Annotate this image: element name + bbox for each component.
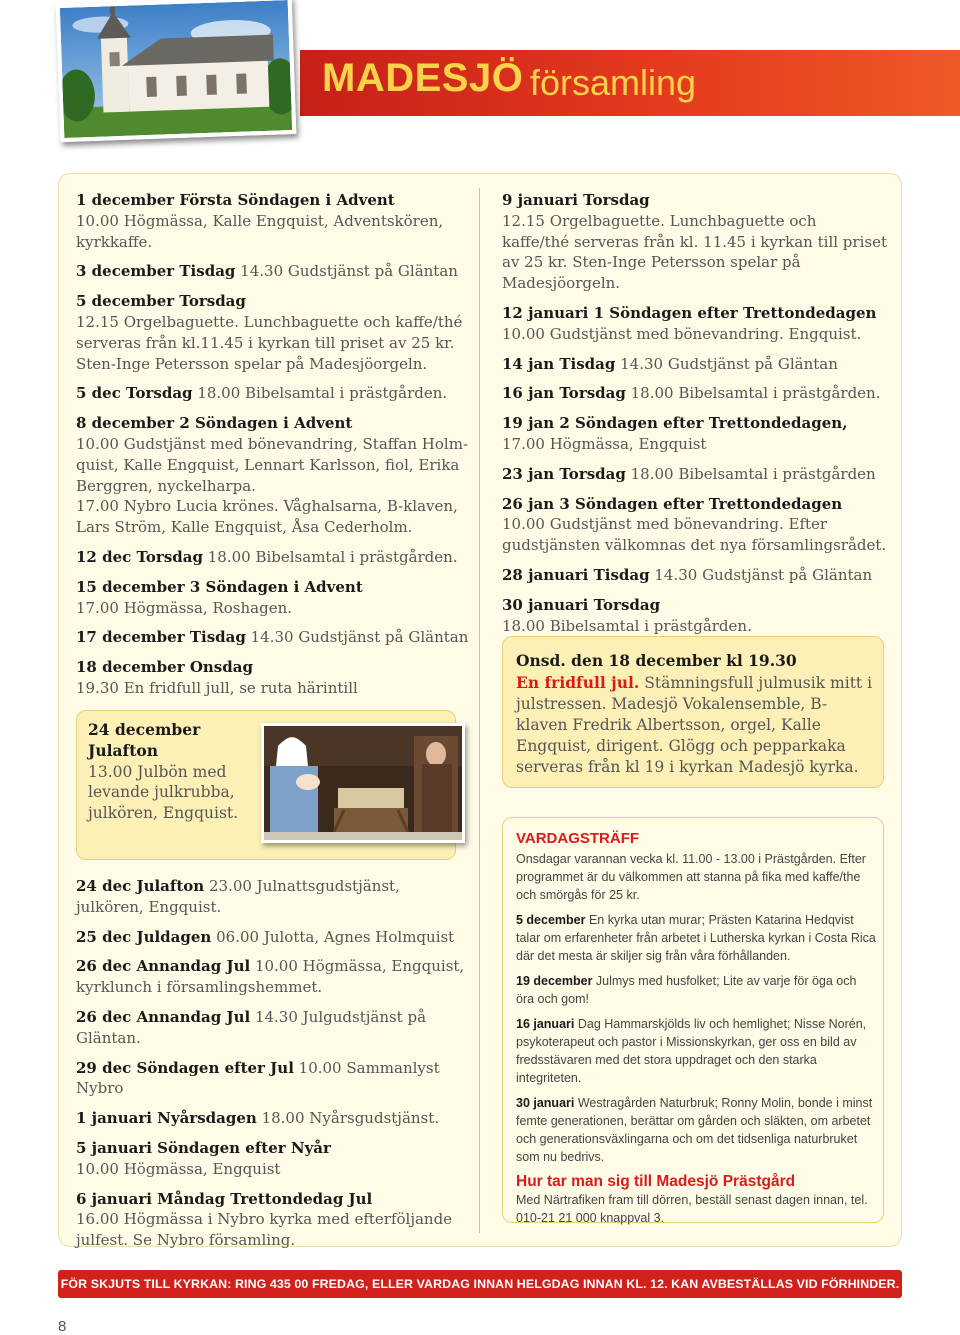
event-item: 26 dec Annandag Jul 10.00 Högmässa, Engquist, kyrklunch i församlingshemmet. bbox=[76, 957, 465, 997]
church-photo bbox=[56, 0, 297, 142]
event-item: 28 januari Tisdag 14.30 Gudstjänst på Gläntan bbox=[502, 565, 873, 584]
event-item: 18 december Onsdag 19.30 En fridfull jull, se ruta härintill bbox=[76, 658, 358, 697]
vardagstraff-item: 30 januari Westragården Naturbruk; Ronny Molin, bonde i minst femte generationen, berättar om gården och släkten, om arbetet och generationsväxlingarna och om det tidsenliga naturbruket som nu bedrivs. bbox=[516, 1096, 873, 1164]
page-title: MADESJÖ bbox=[322, 56, 524, 100]
event-item: 25 dec Juldagen 06.00 Julotta, Agnes Holmquist bbox=[76, 927, 455, 946]
event-item: 9 januari Torsdag 12.15 Orgelbaguette. Lunchbaguette och kaffe/thé serveras från kl. 11.45 i kyrkan till priset av 25 kr. Sten-Inge Petersson spelar på Madesjöorgeln. bbox=[502, 191, 887, 293]
event-item: 16 jan Torsdag 18.00 Bibelsamtal i prästgården. bbox=[502, 384, 881, 403]
event-item: 24 dec Julafton 23.00 Julnattsgudstjänst, julkören, Engquist. bbox=[76, 877, 400, 916]
event-item: 6 januari Måndag Trettondedag Jul 16.00 Högmässa i Nybro kyrka med efterföljande julfest. Se Nybro församling. bbox=[76, 1189, 453, 1250]
event-item: 1 januari Nyårsdagen 18.00 Nyårsgudstjänst. bbox=[76, 1109, 440, 1128]
directions-text: Med Närtrafiken fram till dörren, beställ senast dagen innan, tel. 010-21 21 000 knappval 3. bbox=[516, 1193, 868, 1225]
concert-text bbox=[516, 650, 876, 778]
nativity-illustration bbox=[264, 726, 462, 840]
event-item: 14 jan Tisdag 14.30 Gudstjänst på Gläntan bbox=[502, 354, 838, 373]
church-illustration bbox=[60, 0, 292, 138]
event-item: 12 dec Torsdag 18.00 Bibelsamtal i prästgården. bbox=[76, 547, 458, 566]
julafton-head-1: 24 december bbox=[88, 720, 201, 739]
vardagstraff-intro: Onsdagar varannan vecka kl. 11.00 - 13.00 i Prästgården. Efter programmet är du välkommen att stanna på fika med kaffe/the och smörgås för 25 kr. bbox=[516, 852, 866, 902]
event-item: 29 dec Söndagen efter Jul 10.00 Sammanlyst Nybro bbox=[76, 1058, 440, 1098]
vardagstraff-item: 16 januari Dag Hammarskjölds liv och hemlighet; Nisse Norén, psykoterapeut och pastor i Missionskyrkan, ger oss en bild av fredsstävaren med det stora uppdraget och den starka integriteten. bbox=[516, 1017, 867, 1085]
concert-head: Onsd. den 18 december kl 19.30 bbox=[516, 651, 797, 670]
event-item: 12 januari 1 Söndagen efter Trettondedagen 10.00 Gudstjänst med bönevandring. Engquist. bbox=[502, 303, 877, 343]
event-item: 5 januari Söndagen efter Nyår 10.00 Högmässa, Engquist bbox=[76, 1138, 331, 1178]
event-item: 8 december 2 Söndagen i Advent 10.00 Gudstjänst med bönevandring, Staffan Holmquist, Kalle Engquist, Lennart Karlsson, fiol, Erika Berggren, nyckelharpa. 17.00 Nybro Lucia krönes. Våghalsarna, B-klaven, Lars Ström, Kalle Engquist, Åsa Cederholm. bbox=[76, 414, 469, 537]
vardagstraff-text bbox=[516, 830, 876, 1234]
event-item: 1 december Första Söndagen i Advent 10.00 Högmässa, Kalle Engquist, Adventskören, kyrkkaffe. bbox=[76, 191, 444, 251]
event-item: 26 jan 3 Söndagen efter Trettondedagen 10.00 Gudstjänst med bönevandring. Efter gudstjänsten välkomnas det nya församlingsrådet. bbox=[502, 494, 887, 555]
julafton-desc: 13.00 Julbön med levande julkrubba, julkören, Engquist. bbox=[88, 762, 239, 823]
column-divider bbox=[479, 188, 480, 1233]
julafton-head-2: Julafton bbox=[88, 740, 158, 760]
left-column-lower bbox=[76, 876, 471, 1260]
transport-notice: FÖR SKJUTS TILL KYRKAN: RING 435 00 FREDAG, ELLER VARDAG INNAN HELGDAG INNAN KL. 12. KAN AVBESTÄLLAS VID FÖRHINDER. bbox=[58, 1270, 902, 1298]
event-item: 19 jan 2 Söndagen efter Trettondedagen, 17.00 Högmässa, Engquist bbox=[502, 414, 848, 453]
right-column bbox=[502, 190, 887, 645]
directions-title: Hur tar man sig till Madesjö Prästgård bbox=[516, 1173, 796, 1190]
event-item: 5 dec Torsdag 18.00 Bibelsamtal i prästgården. bbox=[76, 384, 448, 403]
event-item: 5 december Torsdag 12.15 Orgelbaguette. Lunchbaguette och kaffe/thé serveras från kl.11.45 i kyrkan till priset av 25 kr. Sten-Inge Petersson spelar på Madesjöorgeln. bbox=[76, 292, 463, 373]
event-item: 17 december Tisdag 14.30 Gudstjänst på Gläntan bbox=[76, 628, 469, 647]
vardagstraff-title: VARDAGSTRÄFF bbox=[516, 830, 640, 847]
event-item: 26 dec Annandag Jul 14.30 Julgudstjänst på Gläntan. bbox=[76, 1007, 427, 1047]
julafton-text bbox=[88, 720, 258, 824]
nativity-photo bbox=[261, 723, 465, 843]
page-number: 8 bbox=[58, 1318, 67, 1335]
event-item: 23 jan Torsdag 18.00 Bibelsamtal i prästgården bbox=[502, 464, 876, 483]
event-item: 3 december Tisdag 14.30 Gudstjänst på Gläntan bbox=[76, 262, 458, 281]
event-item: 15 december 3 Söndagen i Advent 17.00 Högmässa, Roshagen. bbox=[76, 577, 363, 617]
vardagstraff-item: 19 december Julmys med husfolket; Lite av varje för öga och öra och gom! bbox=[516, 974, 857, 1006]
page-subtitle: församling bbox=[530, 62, 697, 103]
concert-desc: Stämningsfull julmusik mitt i julstressen. Madesjö Vokalensemble, B-klaven Fredrik Albertsson, orgel, Kalle Engquist, dirigent. Glögg och pepparkaka serveras från kl 19 i kyrkan Madesjö kyrka. bbox=[516, 674, 873, 776]
vardagstraff-item: 5 december En kyrka utan murar; Prästen Katarina Hedqvist talar om erfarenheter från arbetet i Lutherska kyrkan i Costa Rica där det mesta är skiljer sig från våra förhållanden. bbox=[516, 913, 876, 963]
left-column bbox=[76, 190, 471, 708]
concert-title: En fridfull jul. bbox=[516, 673, 640, 692]
event-item: 30 januari Torsdag 18.00 Bibelsamtal i prästgården. bbox=[502, 595, 752, 635]
